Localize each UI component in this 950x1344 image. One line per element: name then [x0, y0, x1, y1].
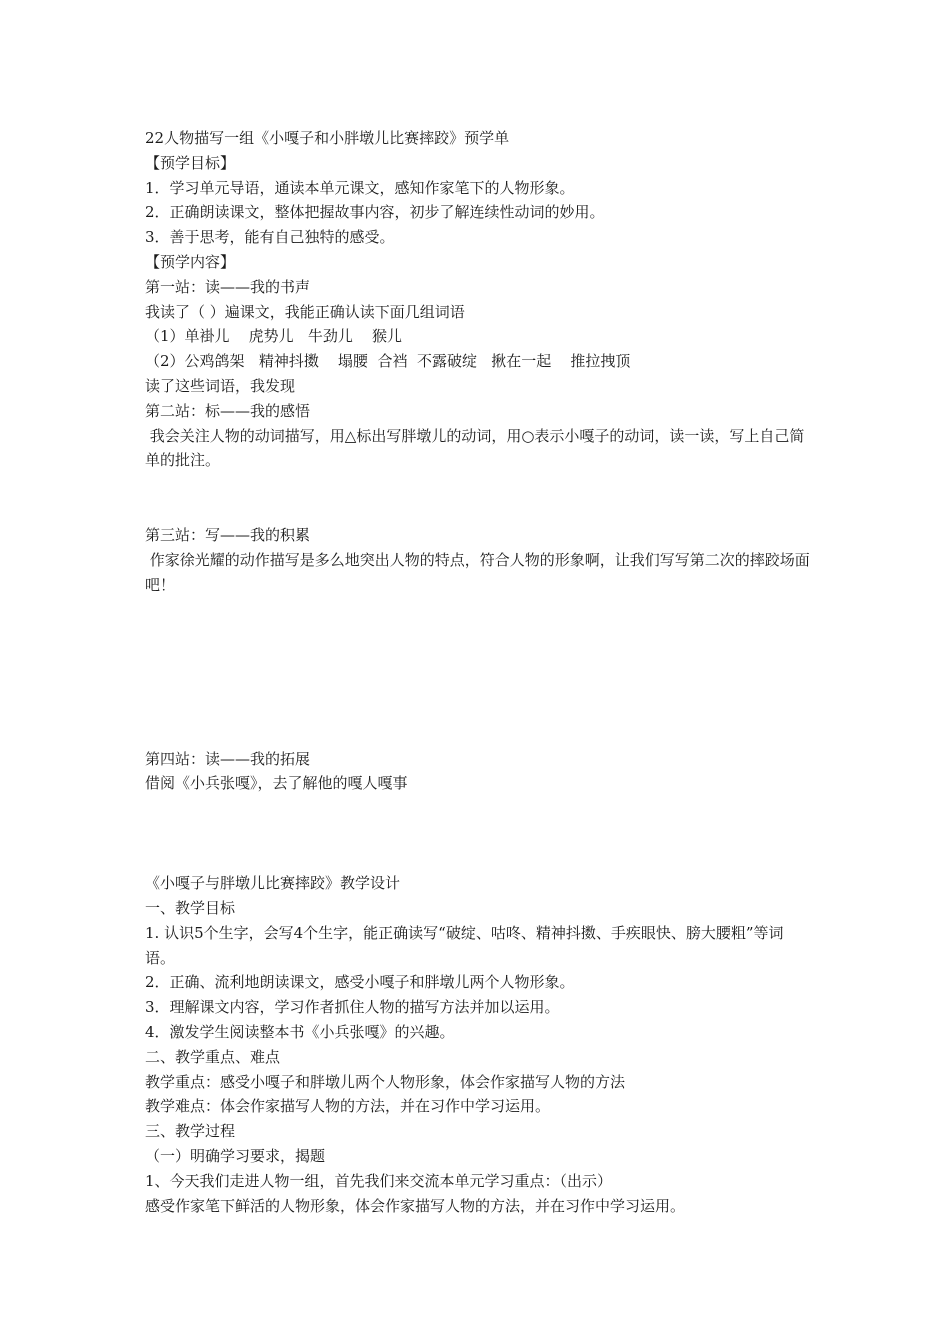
station3-title: 第三站：写——我的积累: [145, 526, 311, 545]
goal-item: 3．善于思考，能有自己独特的感受。: [145, 228, 395, 247]
section-heading: 三、教学过程: [145, 1122, 236, 1141]
station2-text: 我会关注人物的动词描写，用△标出写胖墩儿的动词，用○表示小嘎子的动词，读一读，写上自己简单的批注。: [145, 426, 805, 470]
step-text: 感受作家笔下鲜活的人物形象，体会作家描写人物的方法，并在习作中学习运用。: [145, 1196, 686, 1215]
section-heading: 一、教学目标: [145, 898, 236, 917]
goal-item: 2．正确朗读课文，整体把握故事内容，初步了解连续性动词的妙用。: [145, 203, 605, 222]
station2-title: 第二站：标——我的感悟: [145, 401, 311, 420]
step-text: 1、今天我们走进人物一组，首先我们来交流本单元学习重点：（出示）: [145, 1171, 613, 1190]
station4-title: 第四站：读——我的拓展: [145, 749, 311, 768]
station1-words-group1: （1）单褂儿 虎势儿 牛劲儿 猴儿: [145, 327, 402, 346]
document-page: [145, 126, 810, 1218]
section-heading: 二、教学重点、难点: [145, 1047, 281, 1066]
objective-item: 3．理解课文内容，学习作者抓住人物的描写方法并加以运用。: [145, 998, 560, 1017]
objective-item: 1. 认识5个生字，会写4个生字，能正确读写“破绽、咕咚、精神抖擞、手疾眼快、膀大腰粗”等词语。: [145, 923, 784, 967]
design-title: 《小嘎子与胖墩儿比赛摔跤》教学设计: [145, 874, 401, 893]
station1-found: 读了这些词语，我发现: [145, 376, 296, 395]
station4-text: 借阅《小兵张嘎》，去了解他的嘎人嘎事: [145, 774, 408, 793]
station1-prompt: 我读了（ ）遍课文，我能正确认读下面几组词语: [145, 302, 465, 321]
goals-heading: 【预学目标】: [145, 153, 236, 172]
key-point: 教学重点：感受小嘎子和胖墩儿两个人物形象，体会作家描写人物的方法: [145, 1072, 626, 1091]
difficulty-point: 教学难点：体会作家描写人物的方法，并在习作中学习运用。: [145, 1097, 551, 1116]
objective-item: 4．激发学生阅读整本书《小兵张嘎》的兴趣。: [145, 1022, 455, 1041]
station1-words-group2: （2）公鸡鸽架 精神抖擞 塌腰 合裆 不露破绽 揪在一起 推拉拽顶: [145, 352, 631, 371]
goal-item: 1．学习单元导语，通读本单元课文，感知作家笔下的人物形象。: [145, 178, 575, 197]
blank-space: [145, 598, 810, 747]
worksheet-title: 22人物描写一组《小嘎子和小胖墩儿比赛摔跤》预学单: [145, 129, 510, 147]
blank-space: [145, 473, 810, 523]
station3-text: 作家徐光耀的动作描写是多么地突出人物的特点，符合人物的形象啊，让我们写写第二次的摔跤场面吧！: [145, 550, 810, 594]
objective-item: 2．正确、流利地朗读课文，感受小嘎子和胖墩儿两个人物形象。: [145, 973, 575, 992]
content-heading: 【预学内容】: [145, 252, 236, 271]
station1-title: 第一站：读——我的书声: [145, 277, 311, 296]
step-title: （一）明确学习要求，揭题: [145, 1146, 326, 1165]
blank-space: [145, 796, 810, 871]
